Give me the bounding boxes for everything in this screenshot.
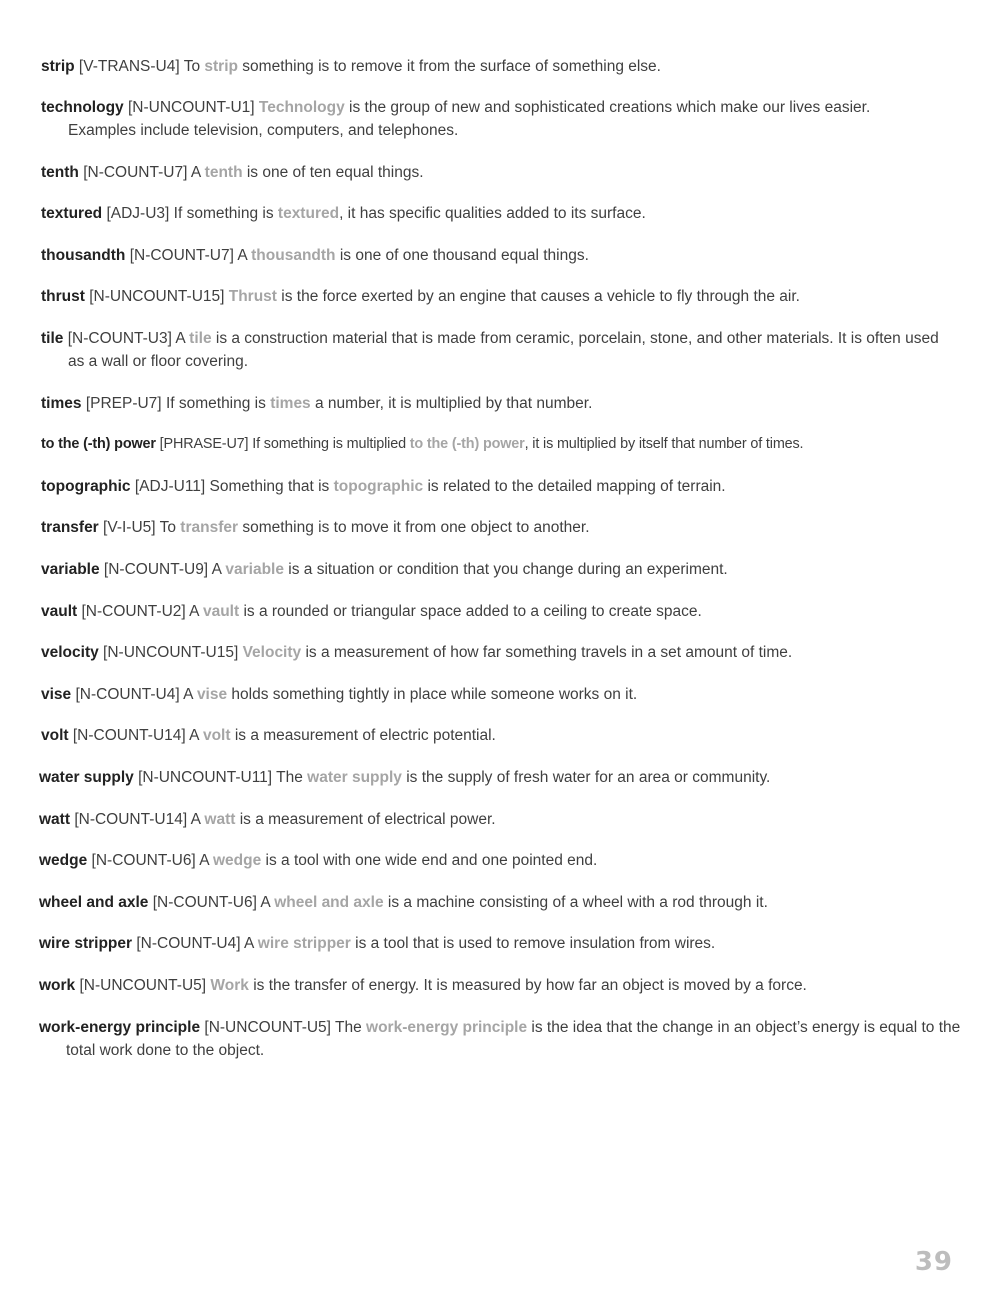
entry-part-of-speech: [N-UNCOUNT-U1] xyxy=(127,99,255,117)
page-number: 39 xyxy=(914,1247,953,1277)
entry-term: topographic xyxy=(41,477,131,495)
entry-term: tenth xyxy=(41,163,79,181)
entry-definition: is a construction material that is made from ceramic, porcelain, stone, and other materials. It is often used as a wall or floor covering. xyxy=(68,330,939,371)
entry-definition: holds something tightly in place while someone works on it. xyxy=(227,685,638,703)
entry-highlight: wheel and axle xyxy=(274,893,384,911)
entry-term: times xyxy=(41,394,82,412)
entry-part-of-speech: [N-COUNT-U6] xyxy=(152,893,257,911)
entry-highlight: thousandth xyxy=(251,246,336,264)
entry-part-of-speech: [N-UNCOUNT-U11] xyxy=(138,769,273,786)
entry-highlight: work-energy principle xyxy=(366,1018,528,1036)
entry-highlight: Velocity xyxy=(242,644,302,662)
entry-definition-lead: The xyxy=(276,769,308,786)
entry-definition: is one of ten equal things. xyxy=(242,163,424,181)
entry-term: textured xyxy=(41,205,103,223)
entry-definition: is a measurement of electrical power. xyxy=(235,810,496,828)
entry-part-of-speech: [N-COUNT-U4] xyxy=(75,685,180,703)
entry-definition: a number, it is multiplied by that number. xyxy=(310,394,593,412)
glossary-entry-wheel-and-axle xyxy=(39,891,971,914)
glossary-entry-thousandth xyxy=(41,244,941,267)
entry-definition-lead: Something that is xyxy=(209,477,334,495)
entry-part-of-speech: [PHRASE-U7] xyxy=(159,436,249,453)
entry-highlight: water supply xyxy=(307,769,402,786)
entry-highlight: to the (-th) power xyxy=(409,436,525,453)
entry-definition: is a machine consisting of a wheel with a rod through it. xyxy=(383,893,768,911)
entry-definition: is a rounded or triangular space added to a ceiling to create space. xyxy=(239,602,702,620)
entry-highlight: watt xyxy=(204,810,236,828)
glossary-entry-watt xyxy=(39,808,971,831)
entry-term: wheel and axle xyxy=(39,893,149,911)
entry-definition: is the group of new and sophisticated creations which make our lives easier. Examples include television, computers, and telephones. xyxy=(68,99,871,140)
glossary-entry-water-supply xyxy=(39,766,971,789)
entry-part-of-speech: [PREP-U7] xyxy=(85,394,162,412)
glossary-entry-transfer xyxy=(41,516,941,539)
glossary-entry-work-energy-principle xyxy=(39,1016,971,1062)
entry-term: transfer xyxy=(41,519,99,537)
entry-definition-lead: A xyxy=(244,935,258,953)
entry-part-of-speech: [ADJ-U11] xyxy=(134,477,206,495)
entry-definition-lead: A xyxy=(175,330,190,348)
entry-highlight: vise xyxy=(196,685,228,703)
entry-term: water supply xyxy=(39,769,134,786)
glossary-entry-volt xyxy=(41,724,941,747)
glossary-entry-variable xyxy=(41,558,941,581)
entry-definition-lead: A xyxy=(183,685,197,703)
entry-definition: is the transfer of energy. It is measured by how far an object is moved by a force. xyxy=(248,976,807,994)
entry-highlight: topographic xyxy=(333,477,424,495)
entry-part-of-speech: [N-COUNT-U14] xyxy=(72,727,186,745)
entry-highlight: Technology xyxy=(258,99,345,117)
glossary-entry-wedge xyxy=(39,849,971,872)
entry-term: variable xyxy=(41,561,100,579)
entry-definition: , it is multiplied by itself that number of times. xyxy=(524,436,804,453)
glossary-entry-topographic xyxy=(41,475,941,498)
glossary-entry-times xyxy=(41,392,941,415)
entry-term: wedge xyxy=(39,852,88,870)
entry-term: vault xyxy=(41,602,78,620)
entry-part-of-speech: [V-TRANS-U4] xyxy=(78,57,180,75)
entry-definition: something is to move it from one object to another. xyxy=(238,519,590,537)
entry-highlight: Work xyxy=(210,976,249,994)
entry-part-of-speech: [ADJ-U3] xyxy=(106,205,170,223)
entry-part-of-speech: [N-UNCOUNT-U5] xyxy=(204,1018,331,1036)
entry-definition-lead: The xyxy=(335,1018,367,1036)
entry-part-of-speech: [N-COUNT-U3] xyxy=(67,330,172,348)
entry-part-of-speech: [N-COUNT-U7] xyxy=(83,163,188,181)
entry-definition: is one of one thousand equal things. xyxy=(335,246,589,264)
entry-definition-lead: A xyxy=(199,852,213,870)
entry-term: watt xyxy=(39,810,70,828)
entry-part-of-speech: [N-COUNT-U7] xyxy=(129,246,234,264)
entry-part-of-speech: [N-COUNT-U14] xyxy=(74,810,188,828)
glossary-entry-work xyxy=(39,974,971,997)
entry-definition-lead: If something is xyxy=(173,205,278,223)
entry-highlight: wire stripper xyxy=(257,935,351,953)
entry-definition: is related to the detailed mapping of terrain. xyxy=(423,477,726,495)
glossary-entry-vault xyxy=(41,600,941,623)
glossary-entry-wire-stripper xyxy=(39,932,971,955)
entry-part-of-speech: [V-I-U5] xyxy=(103,519,156,537)
entry-definition-lead: A xyxy=(190,810,205,828)
entry-term: work xyxy=(39,976,76,994)
entry-definition: is a tool with one wide end and one pointed end. xyxy=(261,852,598,870)
entry-definition-lead: A xyxy=(189,727,203,745)
entry-highlight: transfer xyxy=(180,519,239,537)
glossary-entry-thrust xyxy=(41,285,941,308)
entry-definition: , it has specific qualities added to its surface. xyxy=(339,205,646,223)
entry-part-of-speech: [N-COUNT-U2] xyxy=(81,602,186,620)
entry-term: thousandth xyxy=(41,246,126,264)
entry-part-of-speech: [N-UNCOUNT-U5] xyxy=(79,976,207,994)
entry-definition-lead: A xyxy=(211,561,226,579)
entry-definition: something is to remove it from the surface of something else. xyxy=(237,57,661,75)
entry-term: vise xyxy=(41,685,72,703)
entry-term: thrust xyxy=(41,288,85,306)
entry-term: to the (-th) power xyxy=(41,436,156,453)
entry-highlight: volt xyxy=(202,727,231,745)
glossary-entry-velocity xyxy=(41,641,941,664)
entry-term: tile xyxy=(41,330,64,348)
glossary-list xyxy=(39,39,961,1080)
entry-definition-lead: A xyxy=(260,893,275,911)
entry-definition-lead: A xyxy=(189,602,203,620)
entry-highlight: strip xyxy=(204,57,238,75)
entry-definition: is the idea that the change in an object’s energy is equal to the total work done to the object. xyxy=(66,1018,961,1059)
entry-highlight: vault xyxy=(202,602,240,620)
entry-definition: is the force exerted by an engine that causes a vehicle to fly through the air. xyxy=(276,288,800,306)
glossary-entry-to-the-th-power xyxy=(41,433,941,456)
entry-term: work-energy principle xyxy=(39,1018,201,1036)
entry-definition: is the supply of fresh water for an area or community. xyxy=(401,769,771,786)
glossary-entry-textured xyxy=(41,202,941,225)
entry-part-of-speech: [N-COUNT-U6] xyxy=(91,852,196,870)
entry-highlight: variable xyxy=(225,561,284,579)
entry-part-of-speech: [N-UNCOUNT-U15] xyxy=(103,644,239,662)
entry-part-of-speech: [N-COUNT-U9] xyxy=(103,561,209,579)
entry-highlight: times xyxy=(270,394,311,412)
entry-highlight: tenth xyxy=(204,163,243,181)
entry-part-of-speech: [N-COUNT-U4] xyxy=(136,935,241,953)
glossary-entry-vise xyxy=(41,683,941,706)
entry-term: technology xyxy=(41,99,124,117)
entry-term: volt xyxy=(41,727,69,745)
entry-term: velocity xyxy=(41,644,99,662)
entry-part-of-speech: [N-UNCOUNT-U15] xyxy=(89,288,225,306)
entry-definition-lead: To xyxy=(183,57,205,75)
entry-definition: is a situation or condition that you change during an experiment. xyxy=(283,561,728,579)
glossary-entry-tenth xyxy=(41,161,941,184)
entry-definition-lead: A xyxy=(190,163,205,181)
entry-definition: is a measurement of electric potential. xyxy=(230,727,496,745)
entry-highlight: Thrust xyxy=(228,288,277,306)
entry-definition: is a measurement of how far something travels in a set amount of time. xyxy=(301,644,793,662)
entry-highlight: wedge xyxy=(213,852,262,870)
entry-definition: is a tool that is used to remove insulation from wires. xyxy=(350,935,716,953)
entry-definition-lead: If something is xyxy=(165,394,271,412)
entry-definition-lead: To xyxy=(159,519,181,537)
entry-highlight: textured xyxy=(277,205,340,223)
glossary-entry-technology xyxy=(41,96,941,142)
glossary-entry-strip xyxy=(41,55,941,78)
entry-term: wire stripper xyxy=(39,935,133,953)
entry-highlight: tile xyxy=(189,330,212,348)
entry-definition-lead: If something is multiplied xyxy=(252,436,410,453)
entry-definition-lead: A xyxy=(237,246,252,264)
entry-term: strip xyxy=(41,57,75,75)
glossary-entry-tile xyxy=(41,327,941,373)
